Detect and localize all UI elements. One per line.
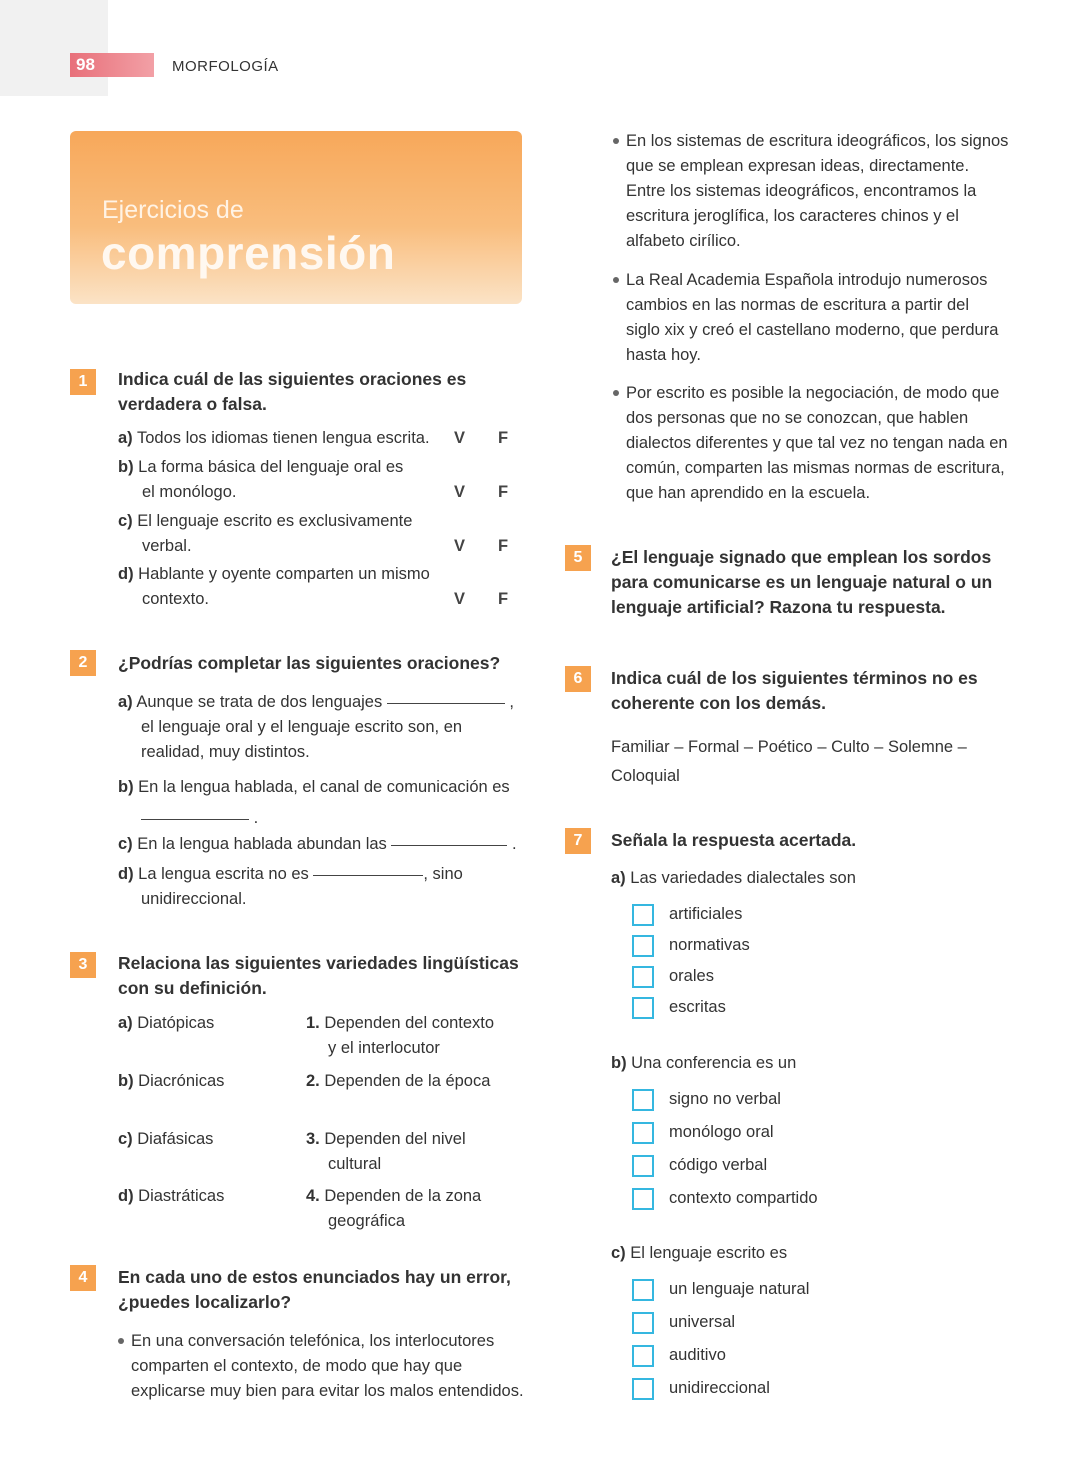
q1-item-b: b) La forma básica del lenguaje oral es el monólogo. — [118, 458, 404, 501]
option-label: código verbal — [669, 1156, 768, 1174]
exercise-number-badge: 4 — [70, 1265, 96, 1291]
bullet-icon — [613, 390, 619, 396]
option-label: signo no verbal — [669, 1090, 781, 1108]
checkbox[interactable] — [632, 1345, 654, 1367]
checkbox[interactable] — [632, 1122, 654, 1144]
q3-left-item: b) Diacrónicas — [118, 1072, 225, 1090]
option-label: un lenguaje natural — [669, 1280, 810, 1298]
exercise-6-title: Indica cuál de los siguientes términos no es coherente con los demás. — [611, 668, 978, 713]
option-label: orales — [669, 967, 714, 985]
exercise-3-title: Relaciona las siguientes variedades lingüísticas con su definición. — [118, 953, 519, 998]
exercise-1-title: Indica cuál de las siguientes oraciones es verdadera o falsa. — [118, 369, 467, 414]
exercise-number-badge: 3 — [70, 952, 96, 978]
banner-title: comprensión — [101, 227, 396, 279]
checkbox[interactable] — [632, 935, 654, 957]
fill-blank[interactable] — [141, 818, 249, 820]
q4-statement-4: Por escrito es posible la negociación, de modo que dos personas que no se conozcan, que hablen dialectos diferentes y que tal vez no tengan nada en común, comparten las mismas normas de escritura, que han aprendido en la escuela. — [626, 384, 1008, 502]
q7-item-c: c) El lenguaje escrito es — [611, 1244, 788, 1262]
page-number: 98 — [76, 55, 95, 74]
exercise-number-badge: 1 — [70, 369, 96, 395]
q4-statement-1: En una conversación telefónica, los interlocutores comparten el contexto, de modo que hay que explicarse muy bien para evitar los malos entendidos. — [131, 1332, 524, 1400]
checkbox[interactable] — [632, 1312, 654, 1334]
option-label: normativas — [669, 936, 750, 954]
fill-blank[interactable] — [387, 702, 505, 704]
option-label: contexto compartido — [669, 1189, 818, 1207]
checkbox[interactable] — [632, 1089, 654, 1111]
exercise-2-title: ¿Podrías completar las siguientes oraciones? — [118, 653, 501, 673]
q2-item-a: a) Aunque se trata de dos lenguajes , el lenguaje oral y el lenguaje escrito son, en realidad, muy distintos. — [118, 693, 514, 761]
q2-item-c: c) En la lengua hablada abundan las . — [118, 835, 517, 853]
false-option[interactable]: F — [498, 429, 509, 447]
checkbox[interactable] — [632, 966, 654, 988]
q7-item-a: a) Las variedades dialectales son — [611, 869, 856, 887]
checkbox[interactable] — [632, 1155, 654, 1177]
exercise-5-title: ¿El lenguaje signado que emplean los sordos para comunicarse es un lenguaje natural o un lenguaje artificial? Razona tu respuesta. — [611, 547, 993, 617]
true-option[interactable]: V — [454, 590, 466, 608]
false-option[interactable]: F — [498, 590, 509, 608]
checkbox[interactable] — [632, 997, 654, 1019]
option-label: artificiales — [669, 905, 743, 923]
q3-left-item: c) Diafásicas — [118, 1130, 214, 1148]
true-option[interactable]: V — [454, 429, 466, 447]
q3-left-item: a) Diatópicas — [118, 1014, 215, 1032]
option-label: monólogo oral — [669, 1123, 774, 1141]
q1-item-a: a) Todos los idiomas tienen lengua escrita. — [118, 429, 430, 447]
q4-statement-2: En los sistemas de escritura ideográficos, los signos que se emplean expresan ideas, directamente. Entre los sistemas ideográficos, encontramos la escritura jeroglífica, los caracteres chinos y el alfabeto cirílico. — [626, 132, 1009, 250]
exercise-number-badge: 2 — [70, 650, 96, 676]
fill-blank[interactable] — [391, 844, 507, 846]
exercise-number-badge: 6 — [565, 666, 591, 692]
option-label: escritas — [669, 998, 726, 1016]
q2-item-b: b) En la lengua hablada, el canal de comunicación es . — [118, 778, 510, 827]
banner-subtitle: Ejercicios de — [102, 196, 244, 224]
q7-item-b: b) Una conferencia es un — [611, 1054, 797, 1072]
exercise-7-title: Señala la respuesta acertada. — [611, 830, 857, 850]
fill-blank[interactable] — [313, 874, 423, 876]
option-label: universal — [669, 1313, 736, 1331]
section-title: MORFOLOGÍA — [172, 58, 279, 75]
checkbox[interactable] — [632, 1378, 654, 1400]
bullet-icon — [613, 138, 619, 144]
q3-right-item: 3. Dependen del nivel cultural — [306, 1130, 466, 1173]
exercise-number-badge: 7 — [565, 828, 591, 854]
q1-item-d: d) Hablante y oyente comparten un mismo contexto. — [118, 565, 430, 608]
false-option[interactable]: F — [498, 483, 509, 501]
exercise-number-badge: 5 — [565, 545, 591, 571]
checkbox[interactable] — [632, 904, 654, 926]
bullet-icon — [118, 1338, 124, 1344]
q3-right-item: 2. Dependen de la época — [306, 1072, 491, 1090]
q4-statement-3: La Real Academia Española introdujo numerosos cambios en las normas de escritura a partir del siglo xix y creó el castellano moderno, que perdura hasta hoy. — [626, 271, 999, 364]
q3-right-item: 1. Dependen del contexto y el interlocutor — [306, 1014, 495, 1057]
exercise-4-title: En cada uno de estos enunciados hay un error, ¿puedes localizarlo? — [118, 1267, 511, 1312]
checkbox[interactable] — [632, 1188, 654, 1210]
q6-terms: Familiar – Formal – Poético – Culto – Solemne – Coloquial — [611, 738, 967, 785]
option-label: auditivo — [669, 1346, 726, 1364]
option-label: unidireccional — [669, 1379, 770, 1397]
q3-left-item: d) Diastráticas — [118, 1187, 225, 1205]
page-corner-shade — [0, 0, 108, 96]
true-option[interactable]: V — [454, 483, 466, 501]
q3-right-item: 4. Dependen de la zona geográfica — [306, 1187, 482, 1230]
false-option[interactable]: F — [498, 537, 509, 555]
q2-item-d: d) La lengua escrita no es , sino unidireccional. — [118, 865, 463, 908]
bullet-icon — [613, 277, 619, 283]
checkbox[interactable] — [632, 1279, 654, 1301]
true-option[interactable]: V — [454, 537, 466, 555]
q1-item-c: c) El lenguaje escrito es exclusivamente verbal. — [118, 512, 413, 555]
